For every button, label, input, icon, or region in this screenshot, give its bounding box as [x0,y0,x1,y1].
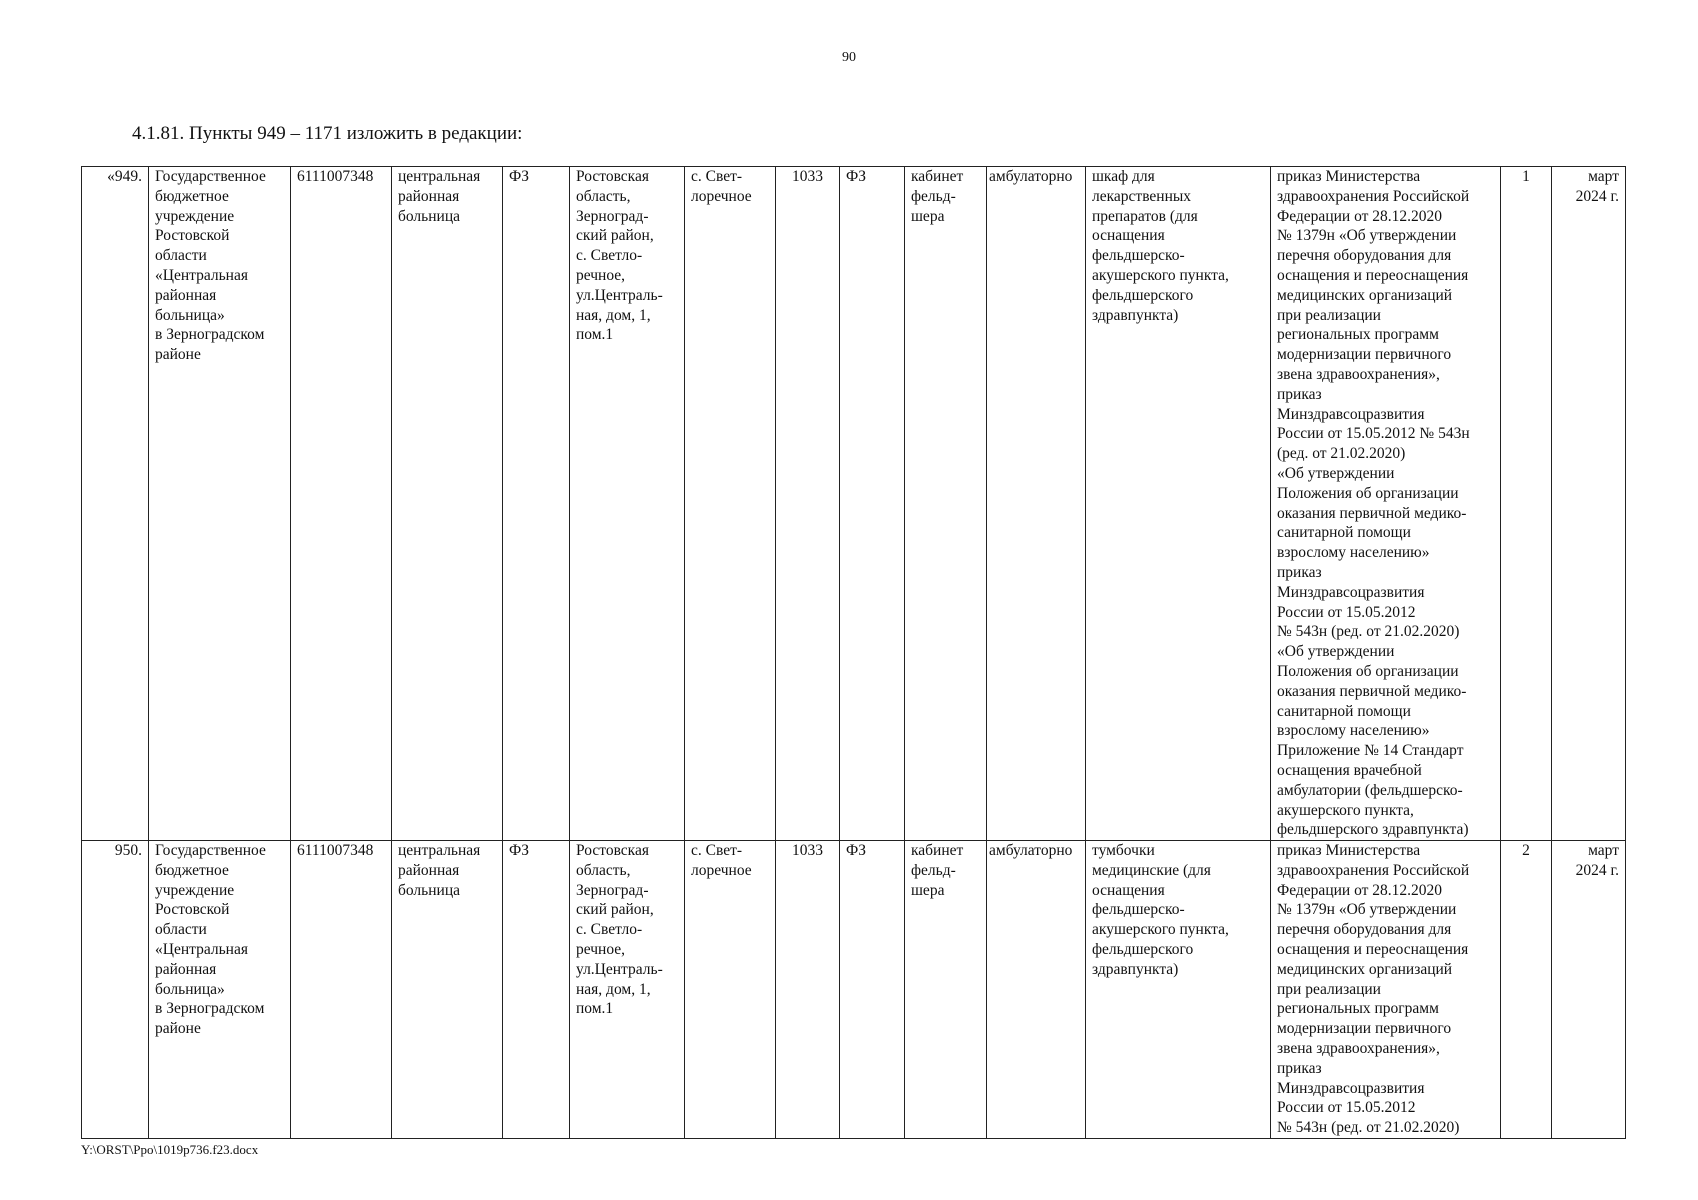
equipment-cell: шкаф для лекарственных препаратов (для оснащения фельдшерско- акушерского пункта, фельдшерского здравпункта) [1086,167,1271,841]
equipment-cell: тумбочки медицинские (для оснащения фельдшерско- акушерского пункта, фельдшерского здравпункта) [1086,841,1271,1139]
room-cell: кабинет фельд- шера [905,167,987,841]
quantity-cell: 1 [1501,167,1552,841]
fz-cell: ФЗ [503,167,570,841]
inn-cell: 6111007348 [291,841,392,1139]
institution-cell: Государственное бюджетное учреждение Ростовской области «Центральная районная больница» в Зерноградском районе [149,841,291,1139]
org-type-cell: центральная районная больница [392,841,503,1139]
legal-basis-cell: приказ Министерства здравоохранения Российской Федерации от 28.12.2020 № 1379н «Об утверждении перечня оборудования для оснащения и переоснащения медицинских организаций при реализации региональных программ модернизации первичного звена здравоохранения», приказ Минздравсоцразвития России от 15.05.2012 № 543н (ред. от 21.02.2020) [1271,841,1501,1139]
quantity-cell: 2 [1501,841,1552,1139]
code-cell: 1033 [776,841,840,1139]
legal-basis-cell: приказ Министерства здравоохранения Российской Федерации от 28.12.2020 № 1379н «Об утверждении перечня оборудования для оснащения и переоснащения медицинских организаций при реализации региональных программ модернизации первичного звена здравоохранения», приказ Минздравсоцразвития России от 15.05.2012 № 543н (ред. от 21.02.2020) «Об утверждении Положения об организации оказания первичной медико- санитарной помощи взрослому населению» приказ Минздравсоцразвития России от 15.05.2012 № 543н (ред. от 21.02.2020) «Об утверждении Положения об организации оказания первичной медико- санитарной помощи взрослому населению» Приложение № 14 Стандарт оснащения врачебной амбулатории (фельдшерско- акушерского пункта, фельдшерского здравпункта) [1271,167,1501,841]
row-number-cell: «949. [82,167,149,841]
page-number: 90 [842,50,856,65]
table-row [82,841,1626,1139]
room-cell: кабинет фельд- шера [905,841,987,1139]
settlement-cell: с. Свет- лоречное [685,167,776,841]
row-number-cell: 950. [82,841,149,1139]
institution-cell: Государственное бюджетное учреждение Ростовской области «Центральная районная больница» в Зерноградском районе [149,167,291,841]
section-heading: 4.1.81. Пункты 949 – 1171 изложить в редакции: [132,123,523,144]
code-cell: 1033 [776,167,840,841]
inn-cell: 6111007348 [291,167,392,841]
amendment-table [81,166,1626,1139]
settlement-cell: с. Свет- лоречное [685,841,776,1139]
care-type-cell: амбулаторно [987,841,1086,1139]
fz-cell-2: ФЗ [840,167,905,841]
date-cell: март 2024 г. [1552,167,1626,841]
footer-file-path: Y:\ORST\Ppo\1019p736.f23.docx [81,1142,259,1157]
fz-cell-2: ФЗ [840,841,905,1139]
address-cell: Ростовская область, Зерноград- ский район, с. Светло- речное, ул.Централь- ная, дом, 1, пом.1 [570,167,685,841]
address-cell: Ростовская область, Зерноград- ский район, с. Светло- речное, ул.Централь- ная, дом, 1, пом.1 [570,841,685,1139]
care-type-cell: амбулаторно [987,167,1086,841]
fz-cell: ФЗ [503,841,570,1139]
date-cell: март 2024 г. [1552,841,1626,1139]
table-row [82,167,1626,841]
org-type-cell: центральная районная больница [392,167,503,841]
